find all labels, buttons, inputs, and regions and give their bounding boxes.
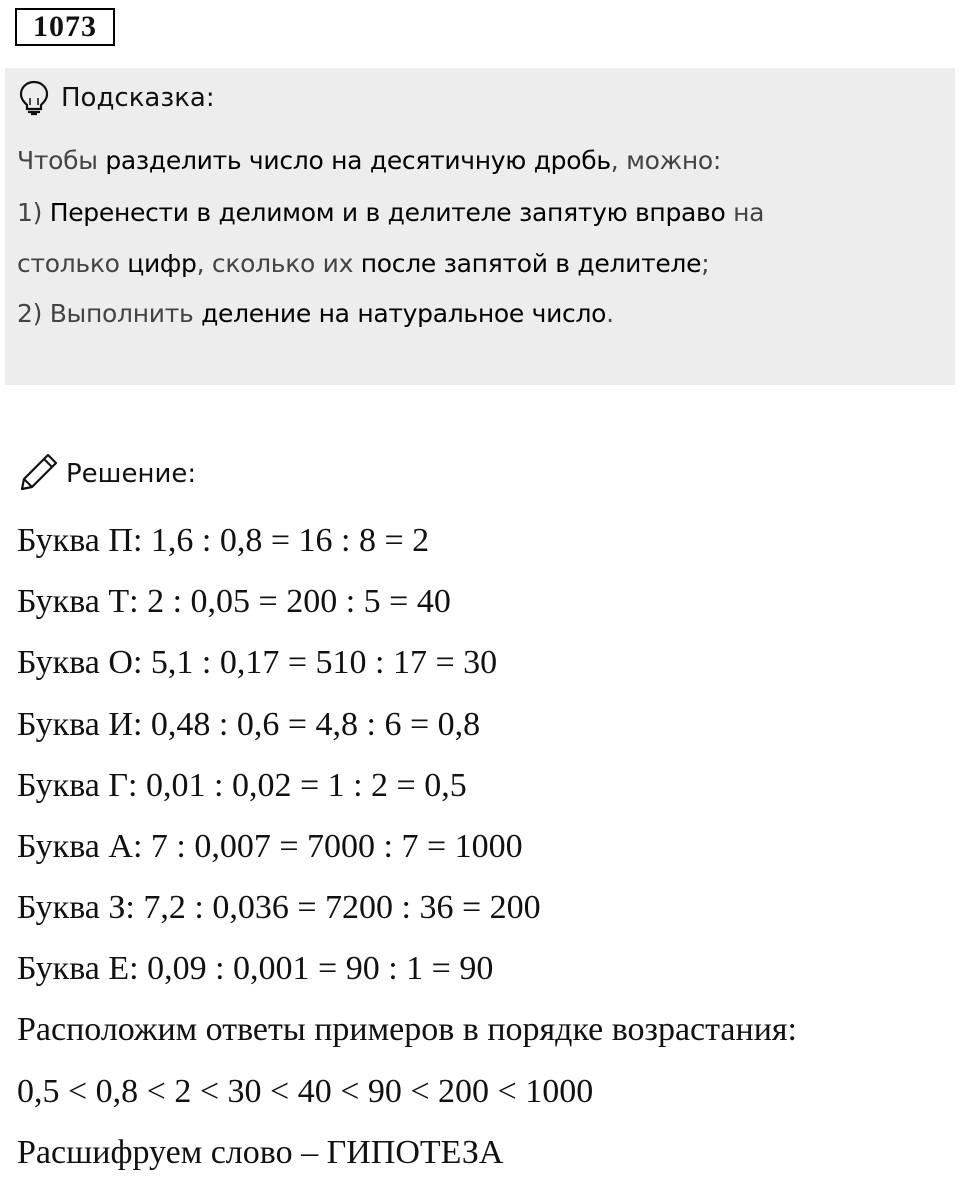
solution-line: Расшифруем слово – ГИПОТЕЗА [17, 1134, 504, 1171]
solution-line: Буква Г: 0,01 : 0,02 = 1 : 2 = 0,5 [17, 767, 467, 804]
solution-line: Буква П: 1,6 : 0,8 = 16 : 8 = 2 [17, 522, 430, 559]
lightbulb-icon [19, 80, 49, 116]
solution-line: Буква Т: 2 : 0,05 = 200 : 5 = 40 [17, 583, 451, 620]
hint-box [5, 68, 955, 385]
solution-line: Буква Е: 0,09 : 0,001 = 90 : 1 = 90 [17, 950, 494, 987]
solution-title: Решение: [66, 459, 197, 489]
hint-header [19, 80, 215, 116]
hint-title: Подсказка: [61, 83, 215, 113]
hint-line-3: столько цифр, сколько их после запятой в делителе; [17, 249, 710, 278]
solution-line: Буква З: 7,2 : 0,036 = 7200 : 36 = 200 [17, 889, 541, 926]
solution-line: Буква А: 7 : 0,007 = 7000 : 7 = 1000 [17, 828, 523, 865]
hint-line-2: 1) Перенести в делимом и в делителе запятую вправо на [17, 198, 765, 227]
solution-line: 0,5 < 0,8 < 2 < 30 < 40 < 90 < 200 < 1000 [17, 1073, 594, 1110]
hint-line-4: 2) Выполнить деление на натуральное число. [17, 299, 614, 328]
hint-line-1: Чтобы разделить число на десятичную дробь, можно: [17, 146, 722, 175]
solution-line: Буква О: 5,1 : 0,17 = 510 : 17 = 30 [17, 644, 498, 681]
pencil-icon [18, 451, 60, 498]
solution-line: Расположим ответы примеров в порядке возрастания: [17, 1011, 797, 1048]
solution-header [18, 452, 196, 496]
solution-line: Буква И: 0,48 : 0,6 = 4,8 : 6 = 0,8 [17, 706, 481, 743]
problem-number: 1073 [15, 8, 115, 46]
